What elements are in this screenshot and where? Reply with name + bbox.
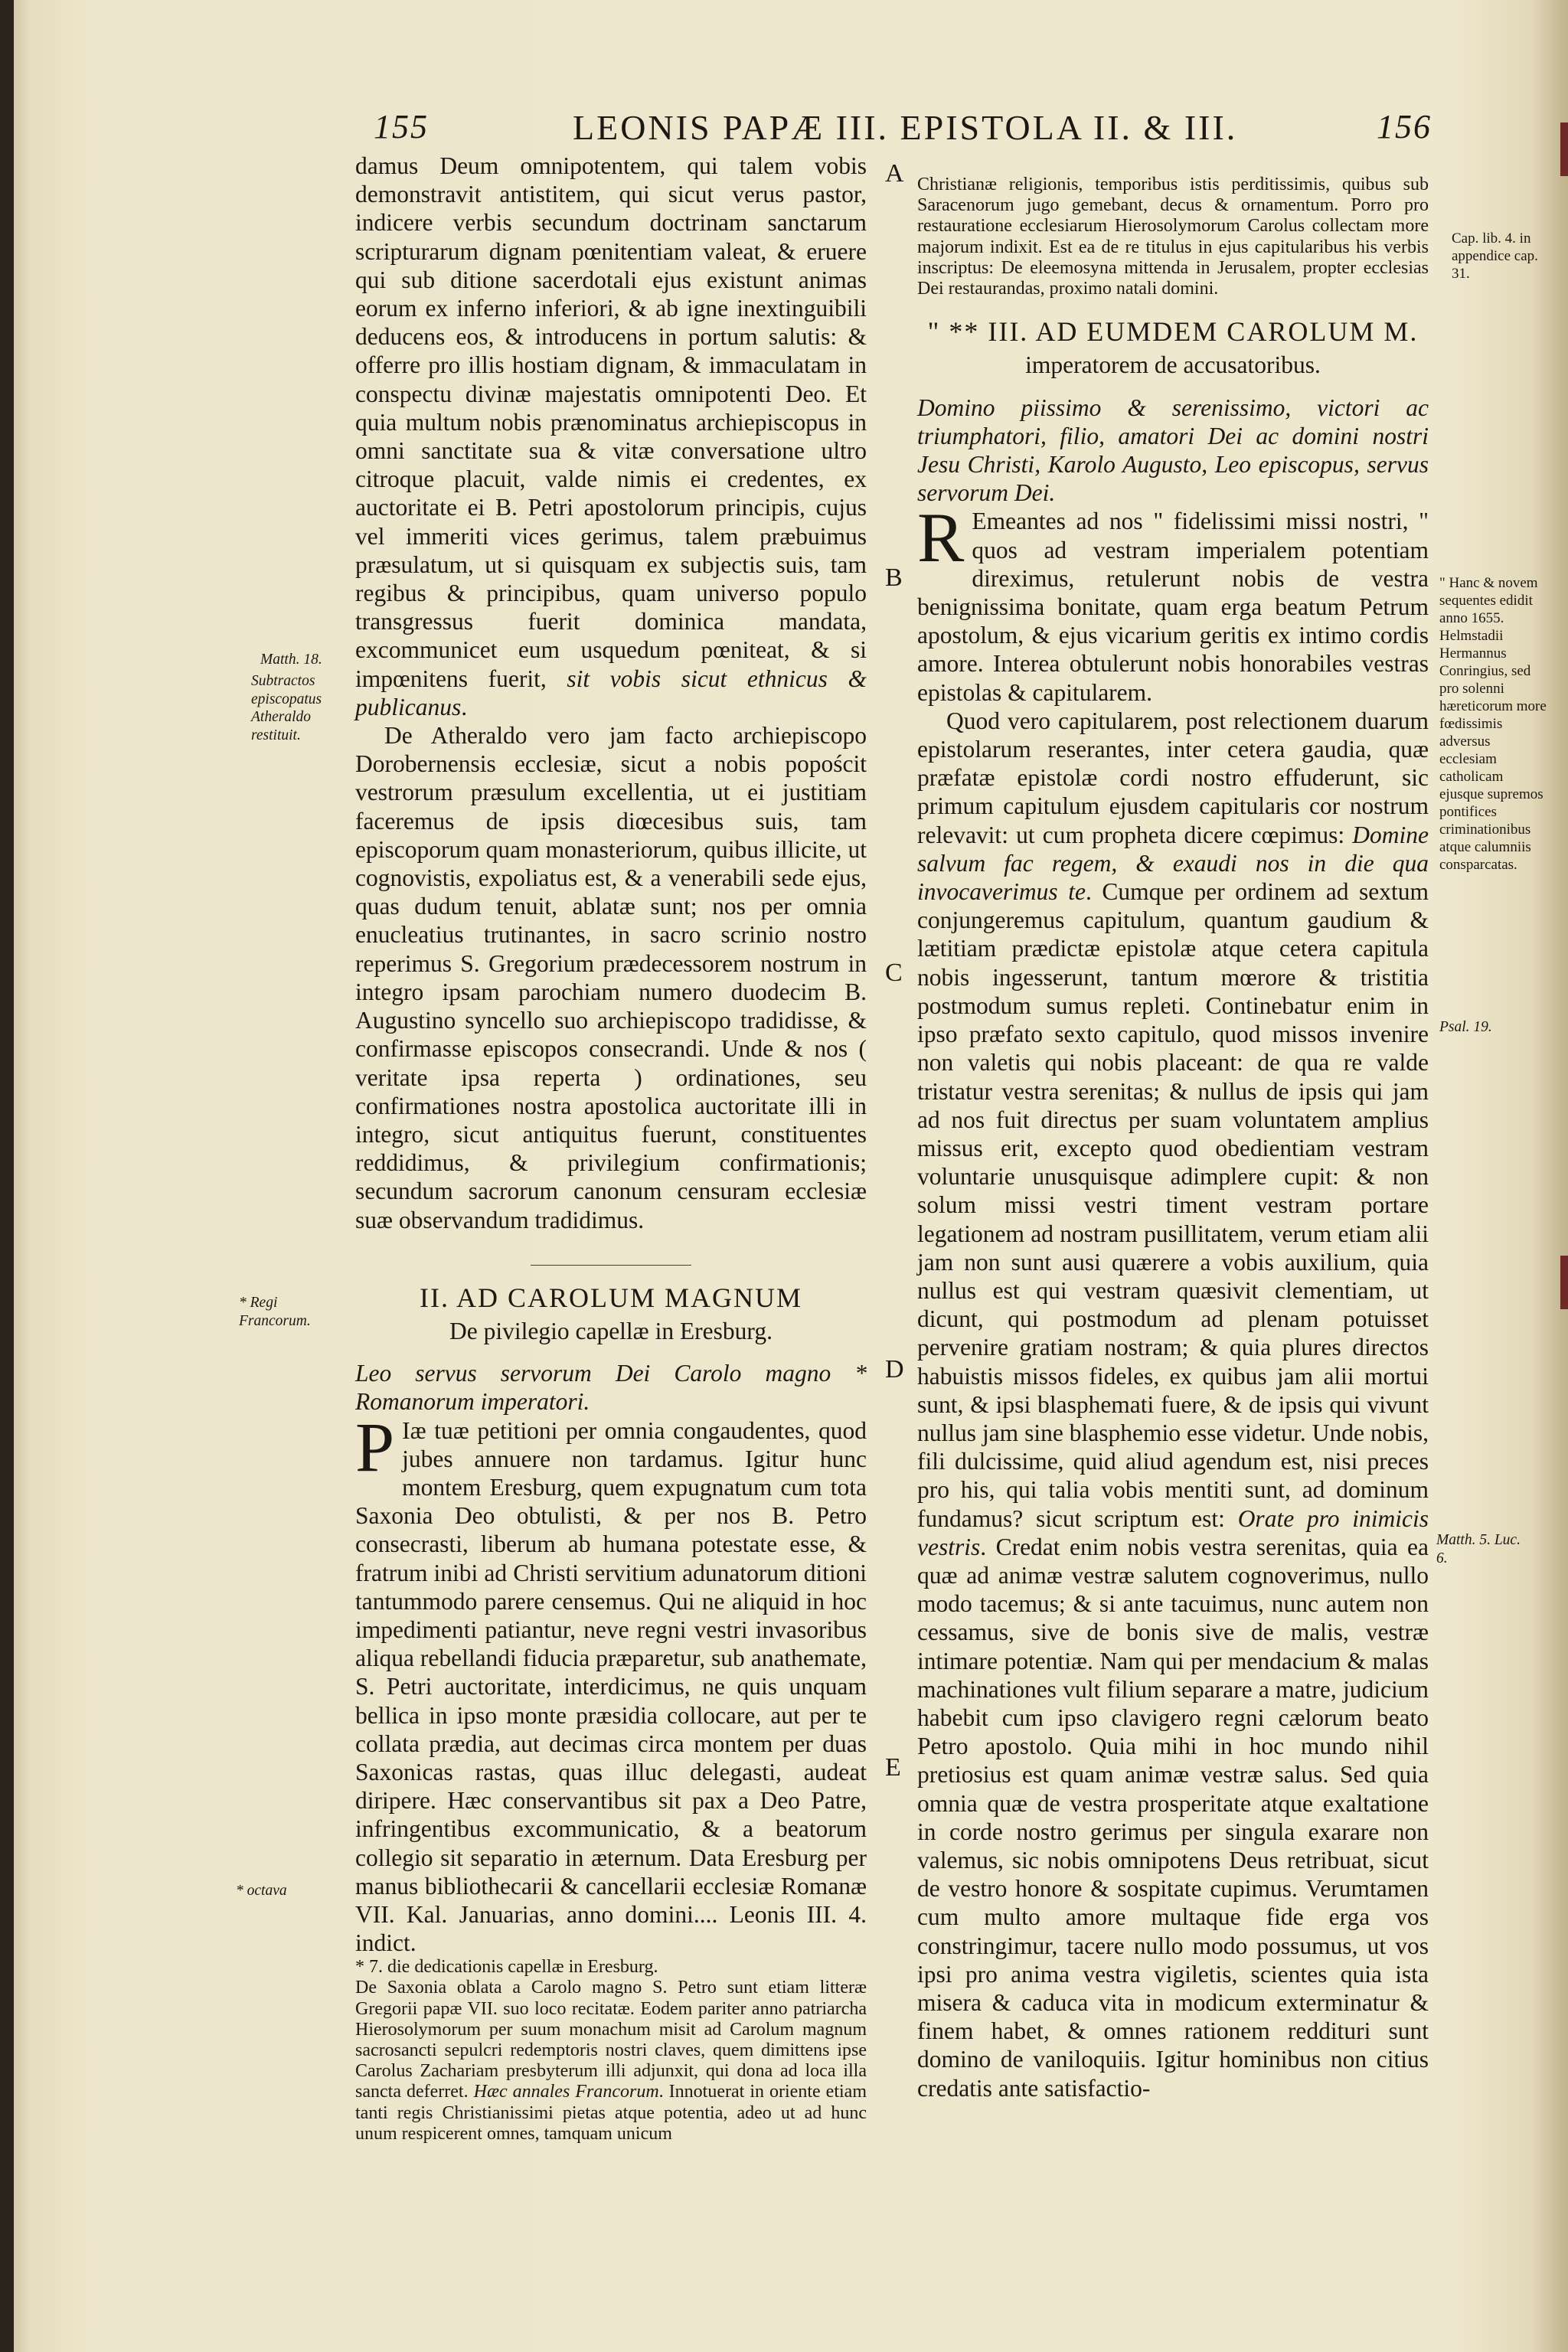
page-edge-tab [1560,1256,1568,1309]
book-binding [0,0,14,2352]
drop-cap-r: R [917,498,965,577]
margin-note-capitular: Cap. lib. 4. in appendice cap. 31. [1452,230,1538,282]
section-3-body-1: R Emeantes ad nos " fidelissimi missi nostri, " quos ad vestram imperialem potentiam direximus, retulerunt nobis de vestra benignissima bonitate, quam erga beatum Petrum apostolum, & ejus vicarium geritis ex intimo cordis amore. Interea obtulerunt nobis honorabiles vestras epistolas & capitularem. [917,498,1429,706]
margin-note-regi: * Regi Francorum. [239,1295,311,1329]
section-3-title: " ** III. AD EUMDEM CAROLUM M. [927,316,1419,348]
margin-note-matth-luc: Matth. 5. Luc. 6. [1436,1532,1521,1566]
scripture-quote: sit vobis sicut ethnicus & publicanus [355,665,867,720]
left-page-number: 155 [374,108,429,145]
section-letter-b: B [885,564,903,592]
section-3-subtitle: imperatorem de accusatoribus. [1025,351,1321,379]
section-divider [531,1265,691,1266]
section-2-title: II. AD CAROLUM MAGNUM [419,1282,802,1313]
section-2-salutation: Leo servus servorum Dei Carolo magno * Romanorum imperatori. [355,1360,867,1416]
section-2-body: P Iæ tuæ petitioni per omnia congaudentes, quod jubes annuere non tardamus. Igitur hunc montem Eresburg, quem expugnatum cum tota Saxonia Deo obtulisti, & per nos B. Petro consecrasti, liberum ab humana potestate esse, & fratrum inibi ad Christi servitium adunatorum ditioni tantummodo parere censemus. Qui ne aliquid in hoc impedimenti patiantur, neve regni vestri invasoribus aliqua rebellandi fiducia præparetur, sub anathemate, S. Petri auctoritate, interdicimus, ne quis unquam bellica in ipso monte præsidia collocare, aut per te collata prædia, aut decimas circa montem per duas Saxonicas rastas, quas illuc delegasti, audeat diripere. Hæc conservantibus sit pax a Deo Patre, infringentibus excommunicatio, & a beatorum collegio sit separatio in æternum. Data Eresburg per manus bibliothecarii & cancellarii ecclesiæ Romanæ VII. Kal. Januarias, anno domini.... Leonis III. 4. indict. [355,1407,867,1957]
margin-note-atheraldo: Subtractos episcopatus Atheraldo restituit. [251,673,322,743]
running-title: LEONIS PAPÆ III. EPISTOLA II. & III. [573,108,1238,147]
margin-note-matth: Matth. 18. [260,652,322,668]
margin-note-conring: " Hanc & novem sequentes edidit anno 1655. Helmstadii Hermannus Conringius, sed pro solenni hæreticorum more fœdissimis adversus ecclesiam catholicam ejusque supremos pontifices criminationibus atque calumniis consparcatas. [1439,575,1547,873]
section-2-subtitle: De pivilegio capellæ in Eresburg. [449,1317,773,1344]
section-3-salutation: Domino piissimo & serenissimo, victori ac triumphatori, filio, amatori Dei ac domini nostri Jesu Christi, Karolo Augusto, Leo episcopus, servus servorum Dei. [917,394,1429,507]
left-para-1: damus Deum omnipotentem, qui talem vobis demonstravit antistitem, qui sicut verus pastor, indicere verbis secundum doctrinam sanctarum scripturarum dignam pœnitentiam valeat, & eruere qui sub ditione sacerdotali ejus existunt animas eorum ex inferno inferiori, & ab igne inextinguibili deducens eos, & introducens in portum salutis: & offerre pro illis hostiam dignam, & immaculatam in conspectu divinæ majestatis omnipotenti Deo. Et quia multum nobis prænominatus archiepiscopus in omni sanctitate sua & vitæ conversatione ultro citroque placuit, valde nimis ei credentes, ex auctoritate ei B. Petri apostolorum principis, cujus vel immeriti vices gerimus, talem præbuimus præsulatum, ut si quisquam ex subjectis suis, tam regibus & principibus, quam universo populo transgressus fuerit dominica mandata, excommunicet eum usquedum pœniteat, & si impœnitens fuerit, sit vobis sicut ethnicus & publicanus. [355,152,867,720]
date-note: * 7. die dedicationis capellæ in Eresburg. [355,1957,658,1978]
section-letter-d: D [885,1355,904,1383]
margin-note-psal: Psal. 19. [1439,1019,1492,1035]
section-letter-e: E [885,1753,901,1782]
footnote: De Saxonia oblata a Carolo magno S. Petro sunt etiam litteræ Gregorii papæ VII. suo loco recitatæ. Eodem pariter anno patriarcha Hierosolymorum per suum monachum misit ad Carolum magnum sacrosancti sepulcri redemptoris nostri claves, quem dimittens ipse Carolus Zachariam presbyterum illi adjunxit, qui dona ad loca illa sancta deferret. Hæc annales Francorum. Innotuerat in oriente etiam tanti regis Christianissimi pietas atque potentia, adeo ut ad hunc unum respicerent omnes, tamquam unicum [355,1978,867,2144]
right-column [917,175,1429,2102]
right-page-number: 156 [1377,108,1432,145]
section-letter-c: C [885,959,903,987]
section-3-body-2: Quod vero capitularem, post relectionem duarum epistolarum reserantes, inter cetera gaudia, quæ præfatæ epistolæ cordi nostro effuderunt, sic primum capitulum ejusdem capitularis cor nostrum relevavit: ut cum propheta dicere cœpimus: Domine salvum fac regem, & exaudi nos in die qua invocaverimus te. Cumque per ordinem ad sextum conjungeremus capitulum, quantum gaudium & lætitiam prædictæ epistolæ atque cetera capitula nobis ingesserunt, tantum mœrore & tristitia postmodum sumus repleti. Continebatur enim in ipso præfato sexto capitulo, quod missos invenire non valetis qui nobis placeant: de qua re valde tristatur vestra serenitas; & nullus de ipsis qui jam ad nos fuit directus per suam voluntatem amplius missus erit, excepto quod obedientiam vestram voluntarie unusquisque adimplere cupit: & non solum missi vestri timent vestram portare legationem ad nostram pusillitatem, verum etiam alii jam non sunt ausi quærere a vobis auxilium, quia nullus est qui vestram quæsivit clementiam, ut dicunt, qui postmodum ad plenam potuisset pervenire gratiam nostram; & quia plures directos habuistis missos fideles, ex quibus jam alii mortui sunt, & ipsi blasphemati fuere, & de ipsis qui vivunt nullus jam sine blasphemio esse videtur. Unde nobis, fili dulcissime, quid aliud agendum est, nisi preces pro his, qui talia vobis mentiti sunt, ad dominum fundamus? sicut scriptum est: Orate pro inimicis vestris. Credat enim nobis vestra serenitas, quia ea quæ ad animæ vestræ salutem cognoverimus, nullo modo tacemus; & si ante tacuimus, nunc autem non cessamus, sive de bonis sive de malis, vestræ intimare potentiæ. Nam qui per mendacium & malas machinationes vult filium separare a matre, judicium habebit cum ipso clavigero regni cælorum beato Petro apostolo. Quia mihi in hoc mundo nihil pretiosius est quam animæ vestræ salus. Sed quia omnia quæ de vestra prosperitate atque exaltatione in corde nostro gerimus per singula exarare non valemus, sic nobis omnipotens Deus retribuat, sicut de vestro honore & sospitate cupimus. Verumtamen cum multo amore multaque fide erga vos constringimur, tacere nullo modo possumus, ut vos ipsi pro anima vestra vigiletis, scientes quia ista misera & caduca vita in modicum exterminatur & finem habet, & omnes rationem reddituri sunt domino de vaniloquiis. Igitur hominibus non citius credatis ante satisfactio- [917,707,1429,2102]
right-para-1: Christianæ religionis, temporibus istis perditissimis, quibus sub Saracenorum jugo gemebant, decus & ornamentum. Porro pro restauratione ecclesiarum Hierosolymorum Carolus collectam more majorum indixit. Est ea de re titulus in ejus capitularibus his verbis inscriptus: De eleemosyna mittenda in Jerusalem, propter ecclesias Dei restaurandas, proximo natali domini. [917,175,1429,299]
section-letter-a: A [885,159,904,188]
drop-cap-p: P [355,1407,395,1486]
left-column [355,152,867,2145]
margin-note-octava: * octava [236,1883,287,1899]
left-para-2: De Atheraldo vero jam facto archiepiscopo Dorobernensis ecclesiæ, sicut a nobis popościt vestrorum præsulum excellentia, ut ei justitiam faceremus de ipsis diœcesibus suis, tam episcoporum quam monasteriorum, quibus illicite, ut cognovistis, expoliatus est, & a venerabili sede ejus, quas dudum tenuit, ablatæ sunt; nos per omnia enucleatius trutinantes, in sacro scrinio nostro reperimus S. Gregorium prædecessorem nostrum in integro ipsam parochiam numero duodecim B. Augustino syncello suo archiepiscopo tradidisse, & confirmasse episcopos consecrandi. Unde & nos ( veritate ipsa reperta ) ordinationes, seu confirmationes nostra apostolica auctoritate illi in integro, sicut antiquitus fuerunt, constituentes reddidimus, & privilegium confirmationis; secundum sacrorum canonum censuram ecclesiæ suæ observandum tradidimus. [355,722,867,1233]
